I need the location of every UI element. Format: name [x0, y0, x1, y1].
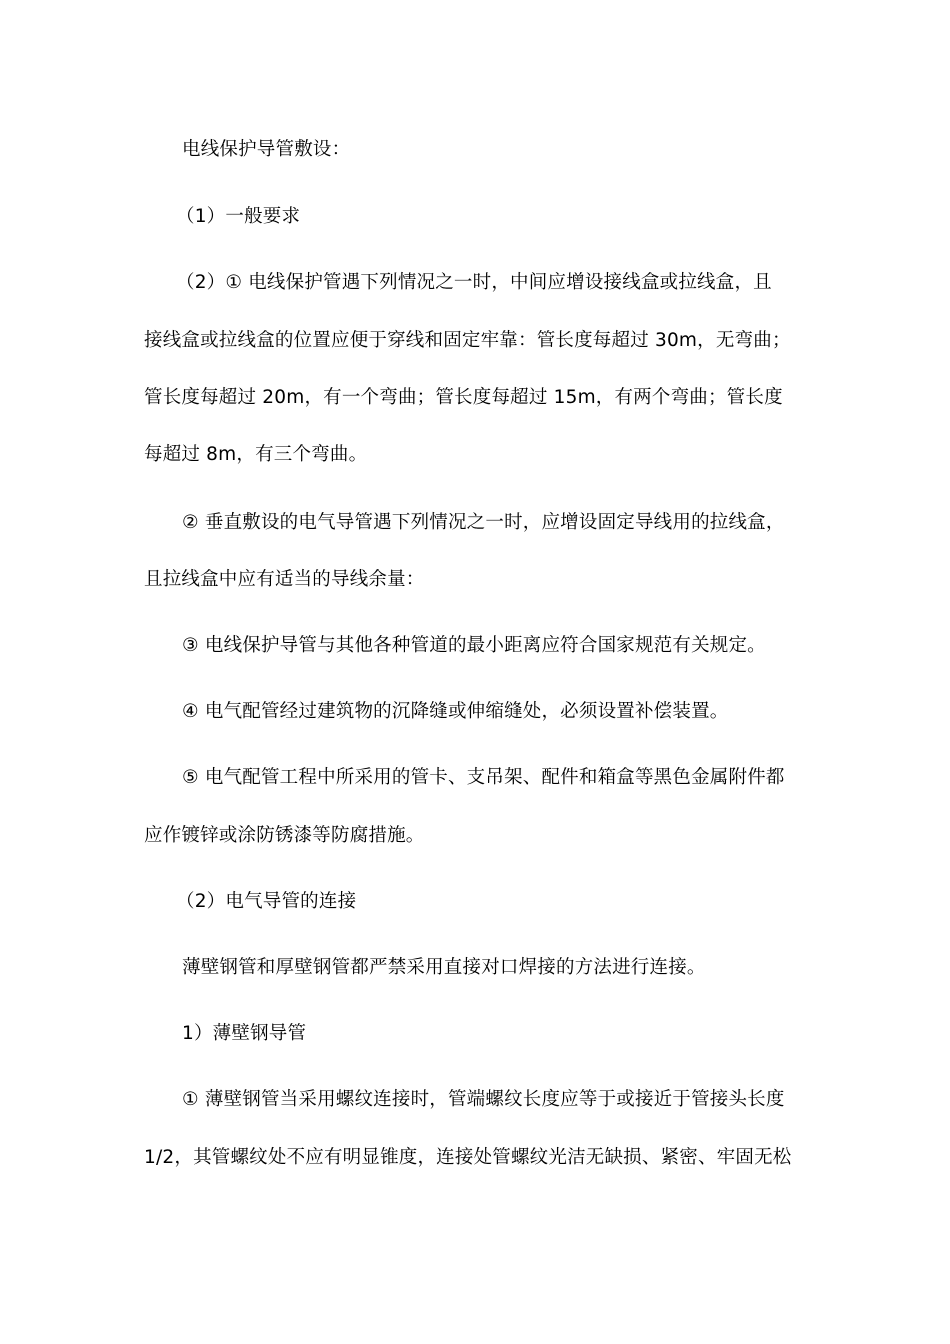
paragraph-line: ⑤ 电气配管工程中所采用的管卡、支吊架、配件和箱盒等黑色金属附件都 — [182, 767, 785, 788]
paragraph-line: 1/2，其管螺纹处不应有明显锥度，连接处管螺纹光洁无缺损、紧密、牢固无松 — [144, 1147, 792, 1168]
paragraph-line: 应作镀锌或涂防锈漆等防腐措施。 — [144, 825, 425, 846]
heading-conduit-laying: 电线保护导管敷设： — [182, 139, 351, 160]
paragraph-line: 且拉线盒中应有适当的导线余量： — [144, 569, 425, 590]
paragraph-line: 接线盒或拉线盒的位置应便于穿线和固定牢靠：管长度每超过 30m，无弯曲； — [144, 330, 791, 351]
paragraph-line: 管长度每超过 20m，有一个弯曲；管长度每超过 15m，有两个弯曲；管长度 — [144, 387, 783, 408]
section-conduit-connection: （2）电气导管的连接 — [176, 891, 357, 912]
paragraph-line: （2）① 电线保护管遇下列情况之一时，中间应增设接线盒或拉线盒，且 — [176, 272, 772, 293]
section-general-requirements: （1）一般要求 — [176, 206, 301, 227]
paragraph-line: ① 薄壁钢管当采用螺纹连接时，管端螺纹长度应等于或接近于管接头长度 — [182, 1089, 785, 1110]
paragraph-line: ③ 电线保护导管与其他各种管道的最小距离应符合国家规范有关规定。 — [182, 635, 766, 656]
subsection-thin-wall-conduit: 1）薄壁钢导管 — [182, 1023, 307, 1044]
paragraph-line: 薄壁钢管和厚壁钢管都严禁采用直接对口焊接的方法进行连接。 — [182, 957, 706, 978]
paragraph-line: ② 垂直敷设的电气导管遇下列情况之一时，应增设固定导线用的拉线盒， — [182, 512, 785, 533]
paragraph-line: 每超过 8m，有三个弯曲。 — [144, 444, 368, 465]
paragraph-line: ④ 电气配管经过建筑物的沉降缝或伸缩缝处，必须设置补偿装置。 — [182, 701, 729, 722]
